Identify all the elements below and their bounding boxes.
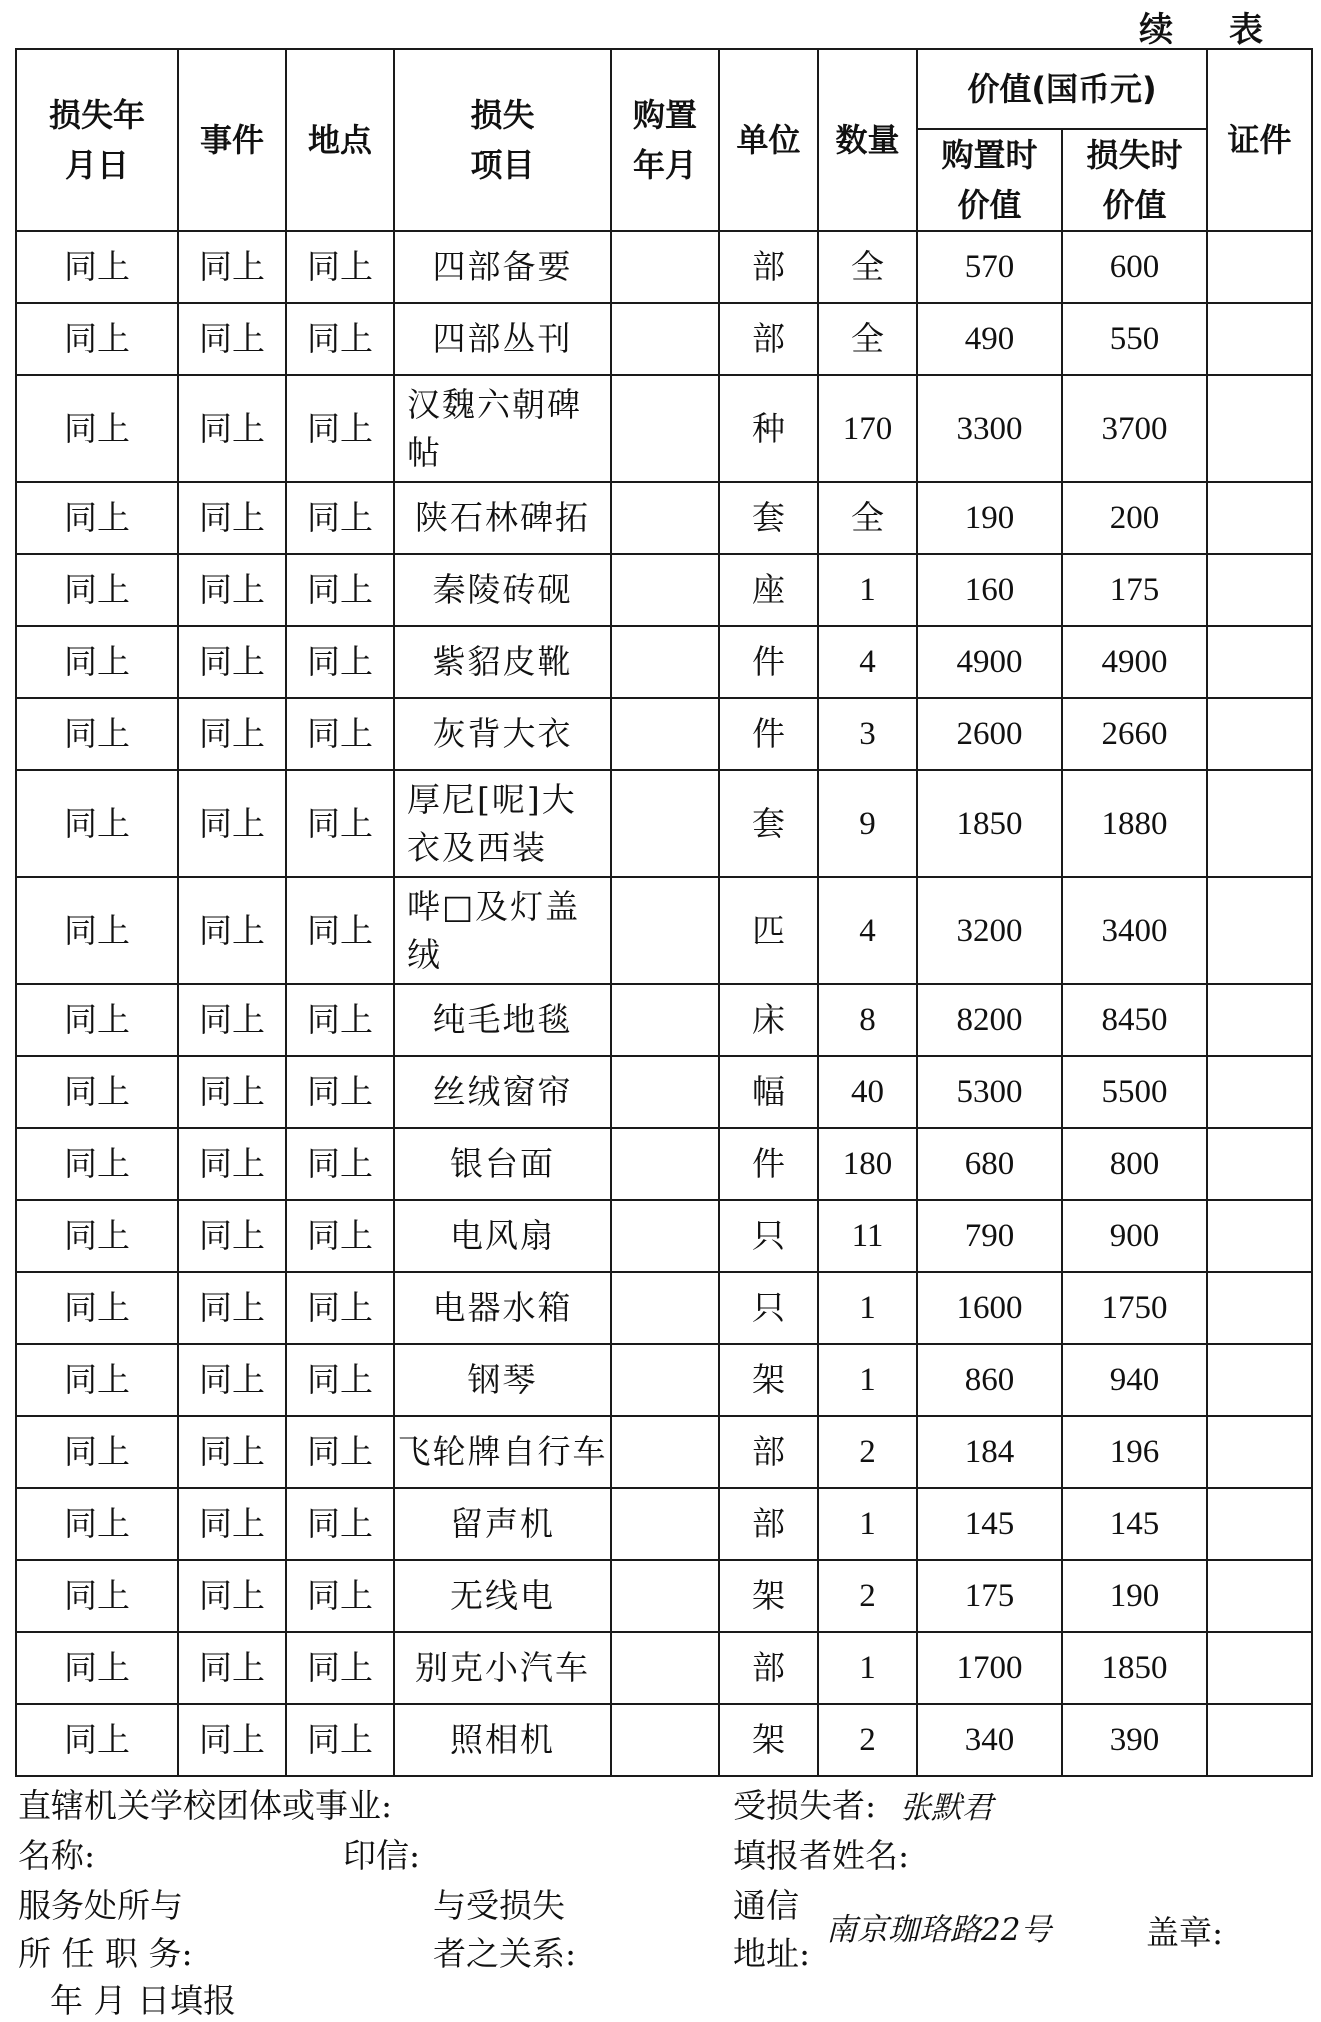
cell-purchase-date	[611, 984, 719, 1056]
cell-event: 同上	[178, 770, 286, 877]
cell-date: 同上	[16, 1416, 178, 1488]
cell-value-loss: 900	[1062, 1200, 1207, 1272]
org-label: 直辖机关学校团体或事业:	[18, 1786, 393, 1825]
cell-unit: 架	[719, 1344, 818, 1416]
cell-date: 同上	[16, 626, 178, 698]
cell-unit: 部	[719, 1416, 818, 1488]
table-row	[16, 698, 1312, 770]
header-event: 事件	[178, 49, 286, 231]
cell-quantity: 2	[818, 1704, 917, 1776]
cell-value-loss: 145	[1062, 1488, 1207, 1560]
header-date: 损失年月日	[16, 49, 178, 231]
cell-purchase-date	[611, 1200, 719, 1272]
stamp-label: 盖章:	[1146, 1913, 1224, 1952]
cell-unit: 床	[719, 984, 818, 1056]
cell-value-purchase: 145	[917, 1488, 1062, 1560]
cell-value-purchase: 3200	[917, 877, 1062, 984]
cell-item: 别克小汽车	[394, 1632, 611, 1704]
cell-purchase-date	[611, 698, 719, 770]
table-row	[16, 1200, 1312, 1272]
cell-quantity: 全	[818, 303, 917, 375]
cell-date: 同上	[16, 303, 178, 375]
cell-certificate	[1207, 482, 1312, 554]
form-footer	[18, 1780, 1308, 2020]
cell-value-loss: 800	[1062, 1128, 1207, 1200]
cell-certificate	[1207, 1488, 1312, 1560]
cell-value-loss: 4900	[1062, 626, 1207, 698]
cell-value-purchase: 5300	[917, 1056, 1062, 1128]
cell-date: 同上	[16, 1272, 178, 1344]
cell-item: 电风扇	[394, 1200, 611, 1272]
cell-place: 同上	[286, 698, 394, 770]
cell-item: 照相机	[394, 1704, 611, 1776]
cell-purchase-date	[611, 1632, 719, 1704]
cell-value-purchase: 680	[917, 1128, 1062, 1200]
cell-item: 四部丛刊	[394, 303, 611, 375]
cell-item: 银台面	[394, 1128, 611, 1200]
cell-date: 同上	[16, 1128, 178, 1200]
cell-event: 同上	[178, 231, 286, 303]
date-fill: 年 月 日填报	[50, 1981, 236, 2020]
table-row	[16, 1488, 1312, 1560]
cell-value-loss: 175	[1062, 554, 1207, 626]
cell-value-loss: 1850	[1062, 1632, 1207, 1704]
cell-certificate	[1207, 626, 1312, 698]
cell-quantity: 4	[818, 877, 917, 984]
cell-event: 同上	[178, 1056, 286, 1128]
cell-certificate	[1207, 1128, 1312, 1200]
cell-quantity: 2	[818, 1560, 917, 1632]
cell-purchase-date	[611, 1056, 719, 1128]
cell-item: 厚尼[呢]大衣及西装	[394, 770, 611, 877]
table-row	[16, 1272, 1312, 1344]
cell-purchase-date	[611, 1128, 719, 1200]
cell-unit: 件	[719, 1128, 818, 1200]
header-quantity: 数量	[818, 49, 917, 231]
cell-date: 同上	[16, 1704, 178, 1776]
cell-date: 同上	[16, 1056, 178, 1128]
cell-item: 紫貂皮靴	[394, 626, 611, 698]
table-row	[16, 1560, 1312, 1632]
cell-date: 同上	[16, 1344, 178, 1416]
cell-purchase-date	[611, 877, 719, 984]
cell-value-loss: 550	[1062, 303, 1207, 375]
cell-unit: 件	[719, 698, 818, 770]
cell-purchase-date	[611, 1488, 719, 1560]
header-value-group: 价值(国币元)	[917, 49, 1207, 129]
table-row	[16, 626, 1312, 698]
cell-event: 同上	[178, 1416, 286, 1488]
cell-item: 钢琴	[394, 1344, 611, 1416]
cell-unit: 部	[719, 1632, 818, 1704]
cell-purchase-date	[611, 1344, 719, 1416]
cell-certificate	[1207, 698, 1312, 770]
cell-unit: 部	[719, 303, 818, 375]
cell-value-purchase: 1850	[917, 770, 1062, 877]
cell-value-purchase: 340	[917, 1704, 1062, 1776]
cell-event: 同上	[178, 1200, 286, 1272]
cell-event: 同上	[178, 698, 286, 770]
table-row	[16, 984, 1312, 1056]
cell-quantity: 170	[818, 375, 917, 482]
cell-place: 同上	[286, 303, 394, 375]
cell-item: 灰背大衣	[394, 698, 611, 770]
cell-purchase-date	[611, 1272, 719, 1344]
header-item: 损失项目	[394, 49, 611, 231]
table-row	[16, 1632, 1312, 1704]
cell-value-loss: 940	[1062, 1344, 1207, 1416]
cell-purchase-date	[611, 303, 719, 375]
cell-place: 同上	[286, 1488, 394, 1560]
cell-event: 同上	[178, 1128, 286, 1200]
table-row	[16, 1704, 1312, 1776]
cell-value-loss: 196	[1062, 1416, 1207, 1488]
cell-place: 同上	[286, 1416, 394, 1488]
cell-quantity: 1	[818, 1632, 917, 1704]
name-label: 名称:	[18, 1836, 96, 1875]
seal-label: 印信:	[343, 1836, 421, 1875]
cell-unit: 部	[719, 1488, 818, 1560]
cell-certificate	[1207, 1200, 1312, 1272]
reporter-label: 填报者姓名:	[733, 1836, 910, 1875]
cell-item: 哔□及灯盖绒	[394, 877, 611, 984]
header-value-loss: 损失时价值	[1062, 129, 1207, 231]
cell-certificate	[1207, 1416, 1312, 1488]
cell-place: 同上	[286, 1200, 394, 1272]
table-row	[16, 1344, 1312, 1416]
cell-value-purchase: 790	[917, 1200, 1062, 1272]
cell-date: 同上	[16, 698, 178, 770]
table-row	[16, 1416, 1312, 1488]
cell-unit: 架	[719, 1704, 818, 1776]
cell-unit: 套	[719, 770, 818, 877]
cell-value-loss: 2660	[1062, 698, 1207, 770]
header-place: 地点	[286, 49, 394, 231]
continued-label: 续 表	[1139, 10, 1285, 50]
cell-item: 丝绒窗帘	[394, 1056, 611, 1128]
cell-value-purchase: 490	[917, 303, 1062, 375]
cell-purchase-date	[611, 1560, 719, 1632]
cell-value-purchase: 8200	[917, 984, 1062, 1056]
cell-value-loss: 1880	[1062, 770, 1207, 877]
cell-date: 同上	[16, 877, 178, 984]
cell-certificate	[1207, 375, 1312, 482]
cell-purchase-date	[611, 554, 719, 626]
cell-quantity: 40	[818, 1056, 917, 1128]
cell-certificate	[1207, 984, 1312, 1056]
cell-date: 同上	[16, 770, 178, 877]
cell-unit: 只	[719, 1200, 818, 1272]
cell-quantity: 全	[818, 231, 917, 303]
table-row	[16, 770, 1312, 877]
cell-value-loss: 600	[1062, 231, 1207, 303]
cell-item: 秦陵砖砚	[394, 554, 611, 626]
cell-quantity: 全	[818, 482, 917, 554]
header-certificate: 证件	[1207, 49, 1312, 231]
cell-value-loss: 3400	[1062, 877, 1207, 984]
header-purchase-date: 购置年月	[611, 49, 719, 231]
cell-date: 同上	[16, 554, 178, 626]
table-row	[16, 1128, 1312, 1200]
cell-certificate	[1207, 1056, 1312, 1128]
cell-value-loss: 8450	[1062, 984, 1207, 1056]
cell-quantity: 2	[818, 1416, 917, 1488]
cell-unit: 部	[719, 231, 818, 303]
cell-certificate	[1207, 1344, 1312, 1416]
cell-certificate	[1207, 1272, 1312, 1344]
cell-unit: 座	[719, 554, 818, 626]
cell-unit: 架	[719, 1560, 818, 1632]
cell-date: 同上	[16, 1488, 178, 1560]
cell-quantity: 1	[818, 1272, 917, 1344]
cell-certificate	[1207, 877, 1312, 984]
table-row	[16, 231, 1312, 303]
cell-event: 同上	[178, 375, 286, 482]
cell-date: 同上	[16, 482, 178, 554]
cell-event: 同上	[178, 1632, 286, 1704]
cell-unit: 幅	[719, 1056, 818, 1128]
cell-quantity: 1	[818, 554, 917, 626]
cell-event: 同上	[178, 1344, 286, 1416]
cell-item: 纯毛地毯	[394, 984, 611, 1056]
cell-date: 同上	[16, 1560, 178, 1632]
cell-date: 同上	[16, 984, 178, 1056]
cell-value-purchase: 4900	[917, 626, 1062, 698]
cell-unit: 种	[719, 375, 818, 482]
cell-event: 同上	[178, 482, 286, 554]
cell-event: 同上	[178, 1488, 286, 1560]
cell-place: 同上	[286, 1632, 394, 1704]
cell-value-purchase: 570	[917, 231, 1062, 303]
cell-event: 同上	[178, 303, 286, 375]
victim-name: 张默君	[900, 1790, 993, 1826]
cell-value-purchase: 1600	[917, 1272, 1062, 1344]
relation-label-2: 者之关系:	[433, 1934, 577, 1973]
cell-unit: 件	[719, 626, 818, 698]
cell-value-purchase: 3300	[917, 375, 1062, 482]
cell-purchase-date	[611, 231, 719, 303]
cell-unit: 只	[719, 1272, 818, 1344]
cell-value-purchase: 175	[917, 1560, 1062, 1632]
cell-value-loss: 3700	[1062, 375, 1207, 482]
cell-value-purchase: 160	[917, 554, 1062, 626]
cell-item: 汉魏六朝碑帖	[394, 375, 611, 482]
cell-place: 同上	[286, 554, 394, 626]
header-value-purchase: 购置时价值	[917, 129, 1062, 231]
cell-event: 同上	[178, 984, 286, 1056]
cell-date: 同上	[16, 1632, 178, 1704]
cell-place: 同上	[286, 375, 394, 482]
cell-item: 无线电	[394, 1560, 611, 1632]
cell-place: 同上	[286, 984, 394, 1056]
cell-date: 同上	[16, 231, 178, 303]
cell-quantity: 1	[818, 1344, 917, 1416]
cell-certificate	[1207, 1704, 1312, 1776]
cell-place: 同上	[286, 1056, 394, 1128]
table-row	[16, 554, 1312, 626]
cell-value-purchase: 1700	[917, 1632, 1062, 1704]
cell-quantity: 11	[818, 1200, 917, 1272]
position-label: 所 任 职 务:	[18, 1934, 193, 1973]
cell-quantity: 180	[818, 1128, 917, 1200]
cell-place: 同上	[286, 1560, 394, 1632]
table-row	[16, 303, 1312, 375]
cell-certificate	[1207, 303, 1312, 375]
cell-item: 电器水箱	[394, 1272, 611, 1344]
address-label-2: 地址:	[733, 1934, 811, 1973]
cell-item: 陕石林碑拓	[394, 482, 611, 554]
cell-event: 同上	[178, 1560, 286, 1632]
cell-value-purchase: 2600	[917, 698, 1062, 770]
cell-place: 同上	[286, 770, 394, 877]
cell-place: 同上	[286, 1272, 394, 1344]
cell-place: 同上	[286, 626, 394, 698]
cell-item: 四部备要	[394, 231, 611, 303]
cell-place: 同上	[286, 1344, 394, 1416]
cell-place: 同上	[286, 1128, 394, 1200]
cell-value-purchase: 190	[917, 482, 1062, 554]
cell-event: 同上	[178, 626, 286, 698]
victim-label: 受损失者:	[733, 1786, 877, 1825]
cell-value-loss: 190	[1062, 1560, 1207, 1632]
cell-place: 同上	[286, 877, 394, 984]
cell-place: 同上	[286, 231, 394, 303]
cell-purchase-date	[611, 626, 719, 698]
cell-event: 同上	[178, 554, 286, 626]
table-row	[16, 375, 1312, 482]
cell-event: 同上	[178, 1272, 286, 1344]
cell-unit: 匹	[719, 877, 818, 984]
cell-value-purchase: 184	[917, 1416, 1062, 1488]
cell-event: 同上	[178, 877, 286, 984]
cell-date: 同上	[16, 1200, 178, 1272]
cell-item: 飞轮牌自行车	[394, 1416, 611, 1488]
cell-purchase-date	[611, 375, 719, 482]
cell-certificate	[1207, 770, 1312, 877]
cell-event: 同上	[178, 1704, 286, 1776]
cell-value-loss: 390	[1062, 1704, 1207, 1776]
cell-purchase-date	[611, 770, 719, 877]
table-row	[16, 1056, 1312, 1128]
loss-table	[15, 48, 1313, 1777]
table-row	[16, 877, 1312, 984]
cell-certificate	[1207, 231, 1312, 303]
cell-certificate	[1207, 1560, 1312, 1632]
address-value: 南京珈珞路22号	[826, 1912, 1052, 1948]
header-unit: 单位	[719, 49, 818, 231]
office-label: 服务处所与	[18, 1886, 183, 1925]
table-row	[16, 482, 1312, 554]
cell-date: 同上	[16, 375, 178, 482]
cell-unit: 套	[719, 482, 818, 554]
cell-place: 同上	[286, 1704, 394, 1776]
cell-quantity: 1	[818, 1488, 917, 1560]
cell-purchase-date	[611, 1704, 719, 1776]
cell-quantity: 9	[818, 770, 917, 877]
cell-item: 留声机	[394, 1488, 611, 1560]
cell-place: 同上	[286, 482, 394, 554]
cell-value-loss: 1750	[1062, 1272, 1207, 1344]
cell-value-loss: 200	[1062, 482, 1207, 554]
cell-value-loss: 5500	[1062, 1056, 1207, 1128]
cell-certificate	[1207, 554, 1312, 626]
cell-purchase-date	[611, 482, 719, 554]
cell-quantity: 8	[818, 984, 917, 1056]
cell-value-purchase: 860	[917, 1344, 1062, 1416]
relation-label-1: 与受损失	[433, 1886, 565, 1925]
address-label-1: 通信	[733, 1886, 799, 1925]
cell-quantity: 3	[818, 698, 917, 770]
cell-certificate	[1207, 1632, 1312, 1704]
cell-quantity: 4	[818, 626, 917, 698]
cell-purchase-date	[611, 1416, 719, 1488]
